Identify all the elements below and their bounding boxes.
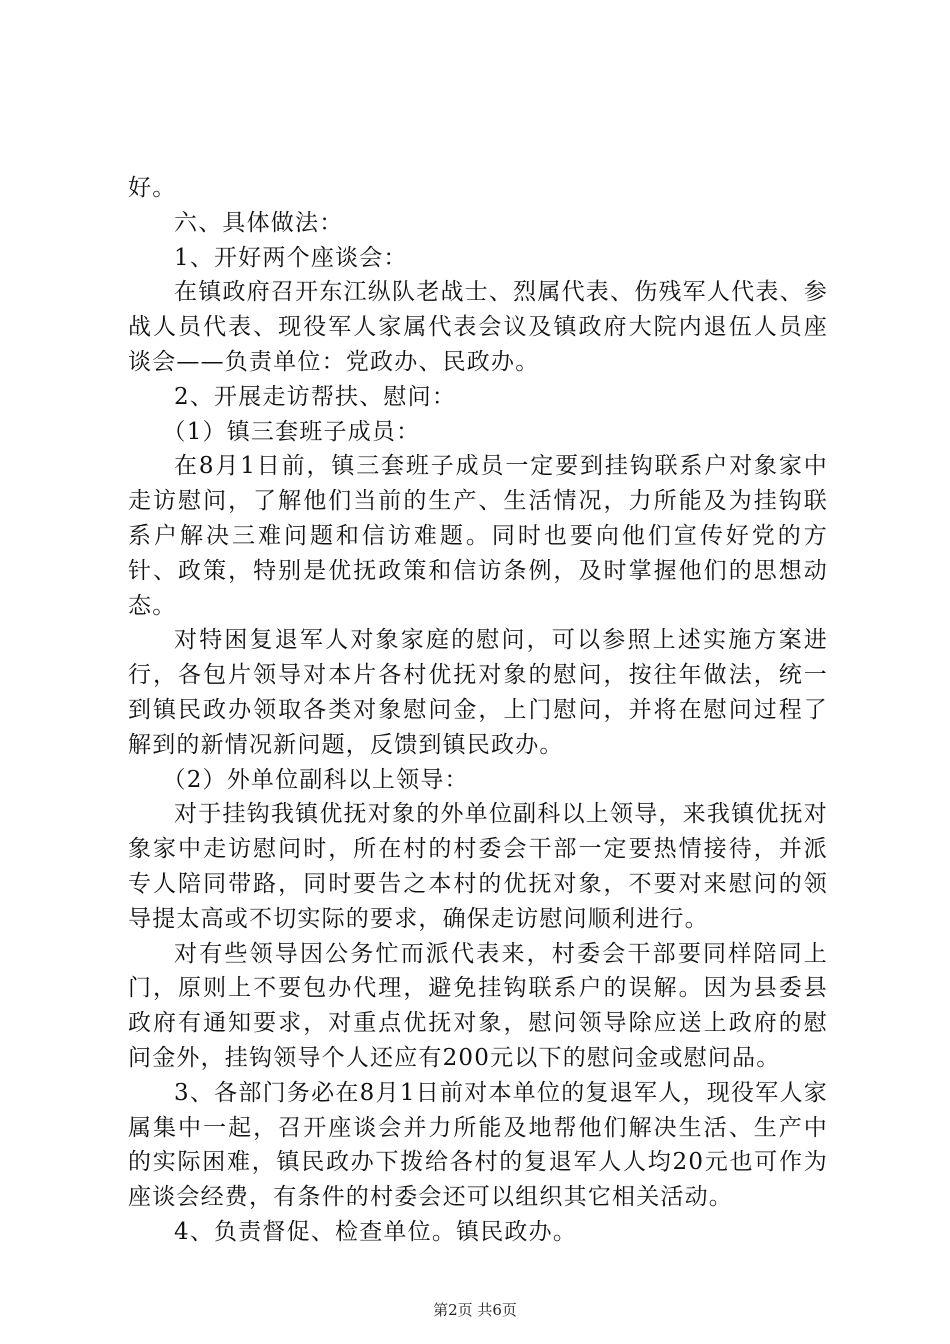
subitem-heading-2: （2）外单位副科以上领导： [162, 766, 469, 793]
section-heading-methods: 六、具体做法： [174, 209, 344, 236]
paragraph-continuation: 好。 [128, 175, 177, 201]
paragraph-external-leaders: 对于挂钩我镇优抚对象的外单位副科以上领导，来我镇优抚对象家中走访慰问时，所在村的村委会干部一定要热情接待，并派专人陪同带路，同时要告之本村的优抚对象，不要对来慰问的领导提太高或不切实际的要求，确保走访慰问顺利进行。 [128, 801, 828, 932]
item-heading-1: 1、开好两个座谈会： [174, 244, 408, 271]
subitem-heading-1: （1）镇三套班子成员： [162, 418, 421, 445]
item-paragraph-4: 4、负责督促、检查单位。镇民政办。 [174, 1218, 578, 1245]
page-footer: 第2页 共6页 [433, 1301, 517, 1319]
paragraph-special-families: 对特困复退军人对象家庭的慰问，可以参照上述实施方案进行，各包片领导对本片各村优抚对象的慰问，按往年做法，统一到镇民政办领取各类对象慰问金，上门慰问，并将在慰问过程了解到的新情况新问题，反馈到镇民政办。 [128, 627, 828, 758]
paragraph-town-leaders: 在8月1日前，镇三套班子成员一定要到挂钩联系户对象家中走访慰问，了解他们当前的生产、生活情况，力所能及为挂钩联系户解决三难问题和信访难题。同时也要向他们宣传好党的方针、政策，特别是优抚政策和信访条例，及时掌握他们的思想动态。 [128, 453, 828, 619]
paragraph-seminar: 在镇政府召开东江纵队老战士、烈属代表、伤残军人代表、参战人员代表、现役军人家属代表会议及镇政府大院内退伍人员座谈会——负责单位：党政办、民政办。 [128, 279, 828, 375]
paragraph-representatives: 对有些领导因公务忙而派代表来，村委会干部要同样陪同上门，原则上不要包办代理，避免挂钩联系户的误解。因为县委县政府有通知要求，对重点优抚对象，慰问领导除应送上政府的慰问金外，挂钩领导个人还应有200元以下的慰问金或慰问品。 [128, 940, 828, 1071]
item-heading-2: 2、开展走访帮扶、慰问： [174, 383, 457, 410]
document-body [128, 171, 828, 1250]
item-paragraph-3: 3、各部门务必在8月1日前对本单位的复退军人，现役军人家属集中一起，召开座谈会并力所能及地帮他们解决生活、生产中的实际困难，镇民政办下拨给各村的复退军人人均20元也可作为座谈会经费，有条件的村委会还可以组织其它相关活动。 [128, 1079, 828, 1211]
